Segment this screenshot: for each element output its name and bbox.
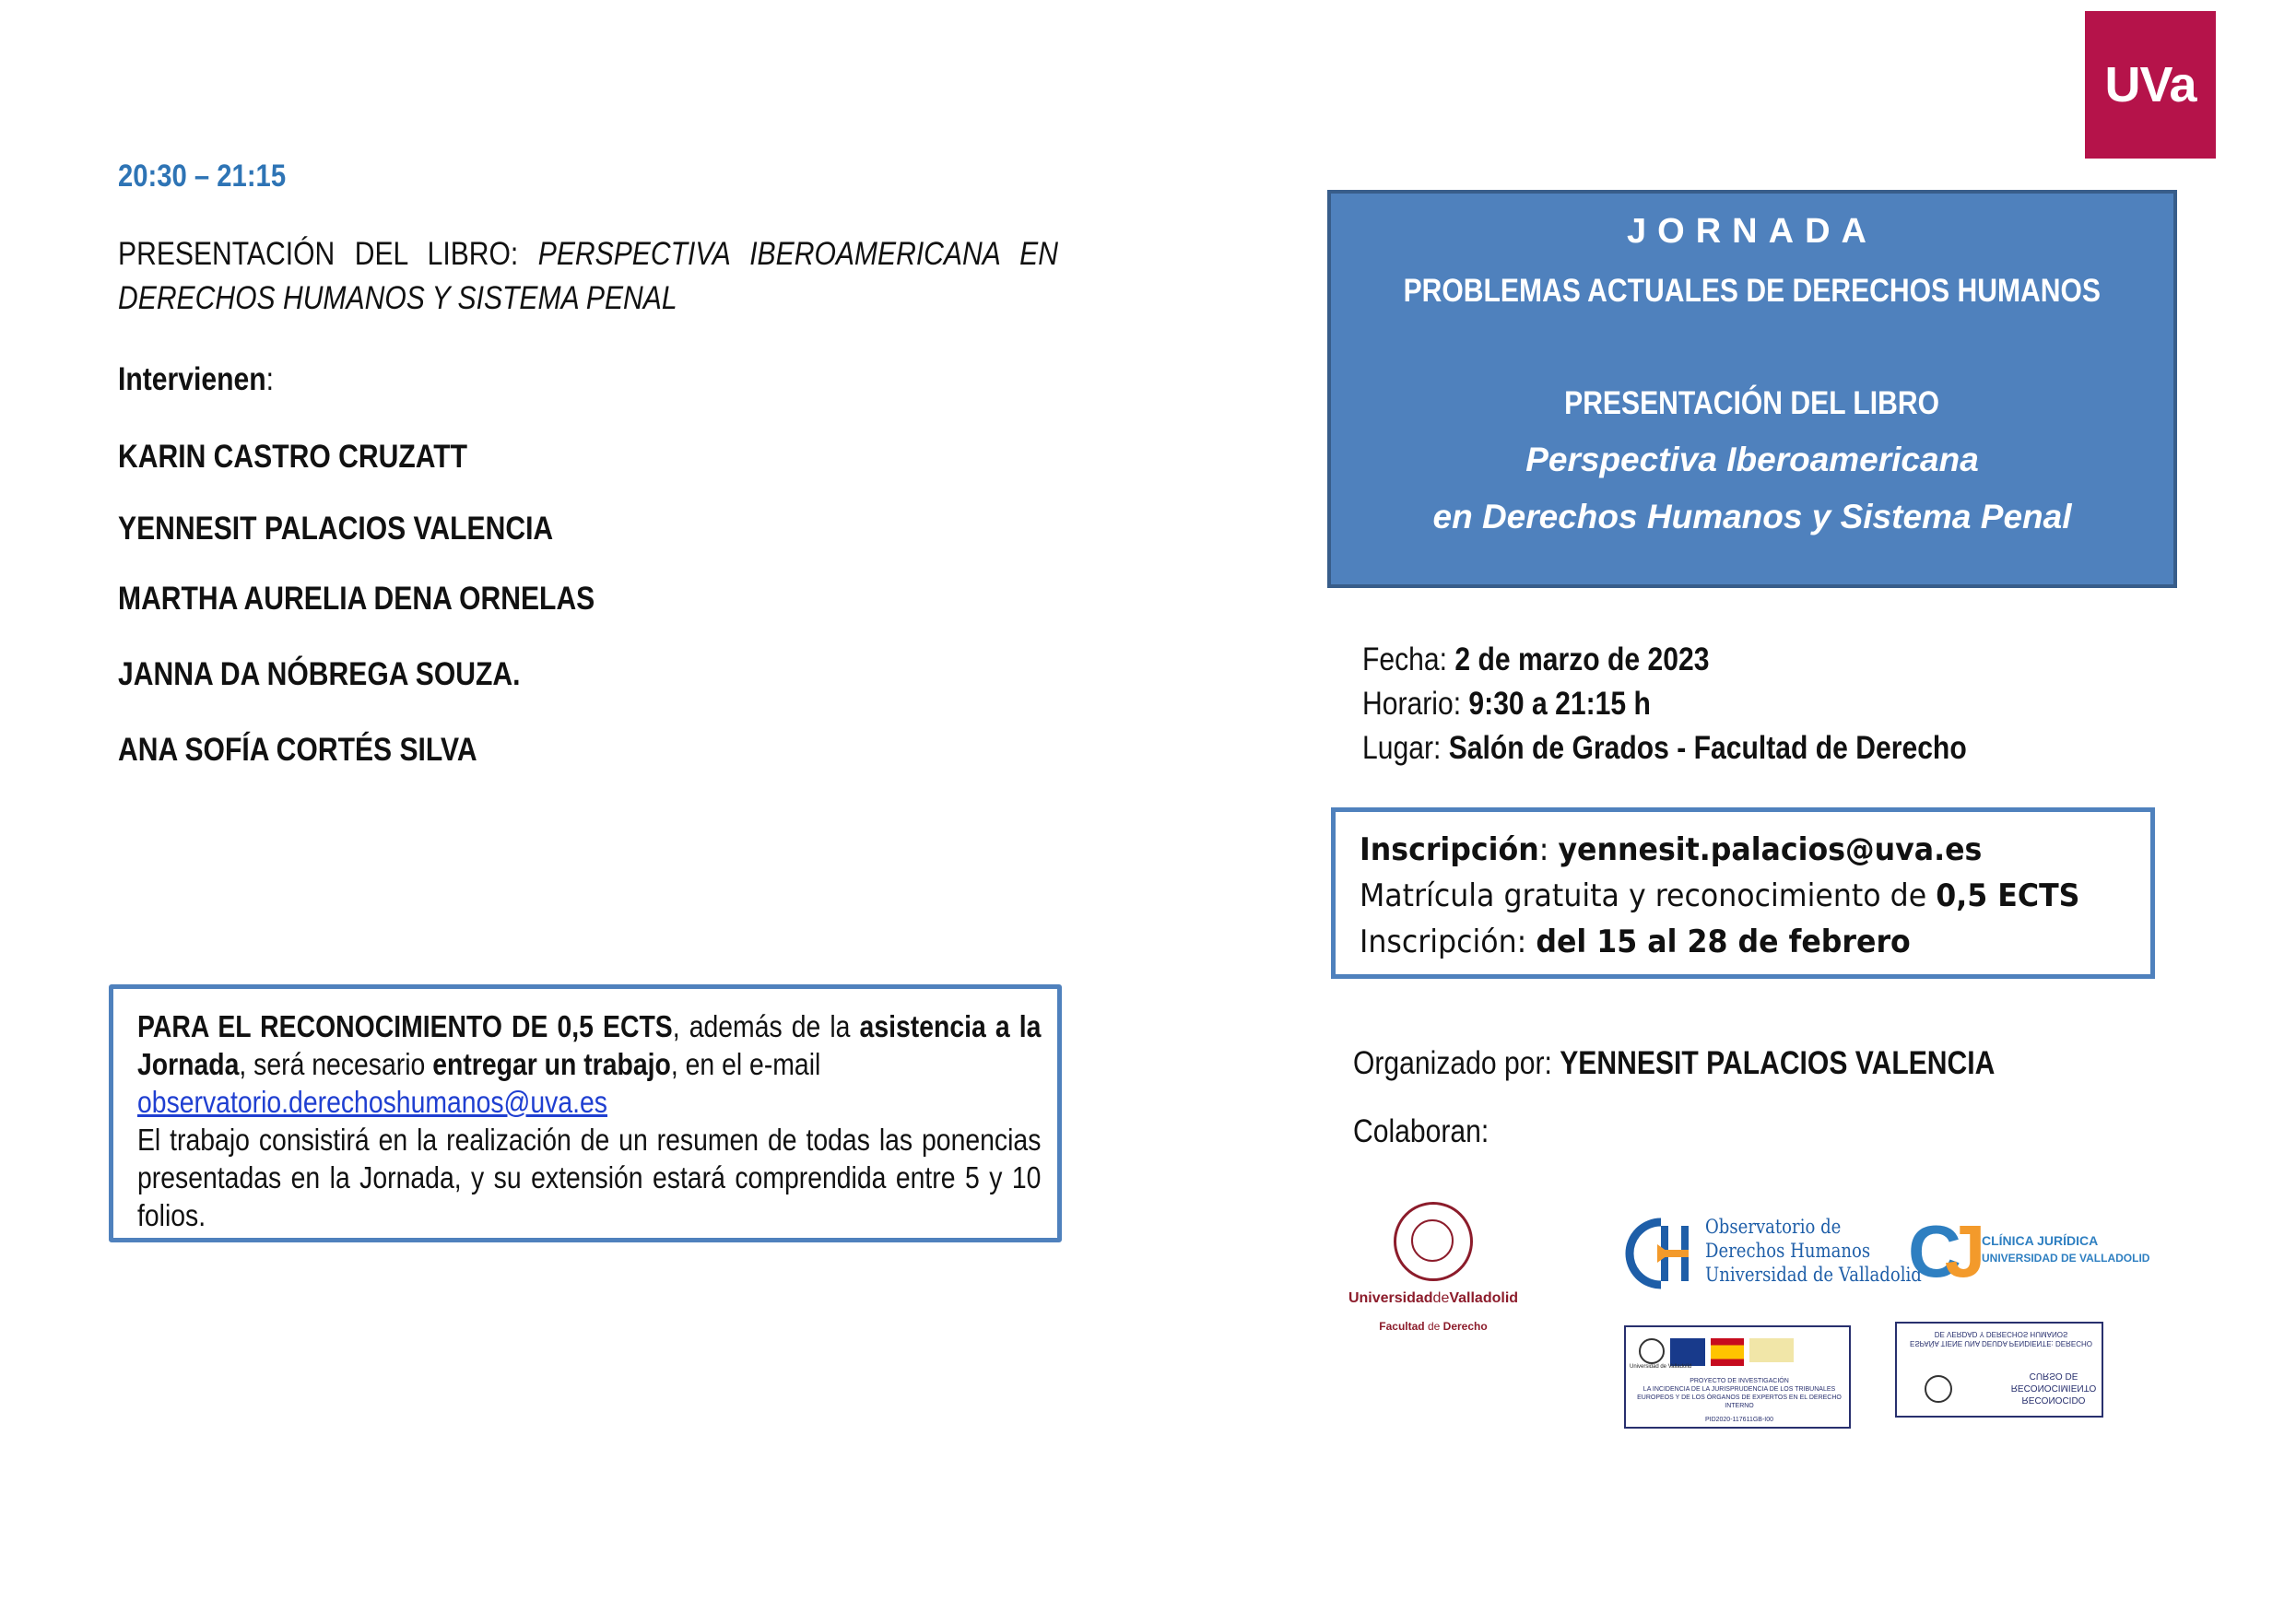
spain-flag-icon [1711,1338,1744,1366]
ects-text: , en el e-mail [670,1047,821,1081]
recognition-header: ESPAÑA TIENE UNA DEUDA PENDIENTE: DERECHO DE VERDAD Y DERECHOS HUMANOS [1910,1330,2092,1347]
banner-heading: JORNADA [1627,212,1878,251]
registration-dates-line: Inscripción: del 15 al 28 de febrero [1360,924,1911,960]
observatorio-logo-text: Observatorio de Derechos Humanos Universidad de Valladolid [1705,1216,1922,1286]
clinica-university: UNIVERSIDAD DE VALLADOLID [1982,1252,2150,1265]
eu-flag-icon [1670,1338,1705,1366]
speaker-item: KARIN CASTRO CRUZATT [118,439,468,475]
ects-description: El trabajo consistirá en la realización de un resumen de todas las ponencias presentadas en la Jornada, y su extensión estará comprendida entre 5 y 10 folios. [137,1123,1042,1232]
speaker-item: YENNESIT PALACIOS VALENCIA [118,511,554,547]
speaker-item: JANNA DA NÓBREGA SOUZA. [118,656,521,692]
ects-text: , además de la [672,1009,860,1043]
collaborators-label: Colaboran: [1353,1113,1489,1149]
event-date: Fecha: 2 de marzo de 2023 [1362,641,1710,677]
ministry-emblem-icon [1749,1338,1794,1362]
uva-logo-text: UVa [2104,57,2196,112]
university-seal-icon [1925,1375,1952,1403]
banner-presentation: PRESENTACIÓN DEL LIBRO [1564,385,1940,421]
ects-requirements-box [109,984,1062,1242]
research-project-logo [1624,1325,1851,1429]
banner-book-title-2: en Derechos Humanos y Sistema Penal [1432,498,2072,535]
event-banner [1327,190,2177,588]
session-time: 20:30 – 21:15 [118,159,287,194]
recognition-logo [1895,1322,2103,1418]
session-title-book: PERSPECTIVA IBEROAMERICANA EN DERECHOS HUMANOS Y SISTEMA PENAL [118,236,1058,316]
recognition-title: RECONOCIDO RECONOCIMIENTO CURSO DE [2010,1371,2097,1405]
speakers-label: Intervienen: [118,361,274,397]
cj-mark-icon: CJ [1908,1210,1970,1292]
session-title [118,232,1058,321]
banner-subtitle: PROBLEMAS ACTUALES DE DERECHOS HUMANOS [1403,273,2102,309]
ects-text: , será necesario [239,1047,433,1081]
observatorio-email-link[interactable]: observatorio.derechoshumanos@uva.es [137,1085,607,1119]
project-university: Universidad de Valladolid [1630,1364,1692,1370]
ects-assignment: entregar un trabajo [432,1047,671,1081]
registration-box [1331,807,2155,979]
organizer: Organizado por: YENNESIT PALACIOS VALENCIA [1353,1045,1996,1081]
observatorio-logo [1624,1209,1922,1292]
registration-email-line: Inscripción: yennesit.palacios@uva.es [1360,831,1983,868]
registration-fee-line: Matrícula gratuita y reconocimiento de 0,5 ECTS [1360,877,2080,914]
uva-logo [2085,11,2216,159]
banner-book-title-1: Perspectiva Iberoamericana [1525,441,1979,478]
session-title-prefix: PRESENTACIÓN DEL LIBRO: [118,236,519,272]
uva-logo-name: UniversidaddeValladolid [1348,1290,1519,1306]
observatorio-mark-icon [1624,1217,1698,1290]
ects-title: PARA EL RECONOCIMIENTO DE 0,5 ECTS [137,1009,673,1043]
event-schedule: Horario: 9:30 a 21:15 h [1362,686,1651,722]
speaker-item: MARTHA AURELIA DENA ORNELAS [118,581,595,617]
university-seal-icon [1394,1202,1473,1281]
clinica-juridica-logo [1908,1209,2148,1301]
ects-attendance: asistencia a la Jornada [137,1009,1042,1081]
event-location: Lugar: Salón de Grados - Facultad de Derecho [1362,730,1967,766]
registration-email[interactable]: yennesit.palacios@uva.es [1558,831,1983,868]
uva-facultad-logo [1336,1202,1530,1349]
project-description: PROYECTO DE INVESTIGACIÓN LA INCIDENCIA DE LA JURISPRUDENCIA DE LOS TRIBUNALES EUROPEOS Y DE LOS ÓRGANOS DE EXPERTOS EN EL DERECHO INTERNO PID2020-117611GB-I00 [1637,1378,1842,1423]
university-seal-icon [1639,1338,1665,1364]
uva-logo-faculty: Facultad de Derecho [1379,1320,1488,1333]
clinica-name: CLÍNICA JURÍDICA [1982,1233,2099,1248]
speaker-item: ANA SOFÍA CORTÉS SILVA [118,732,477,768]
